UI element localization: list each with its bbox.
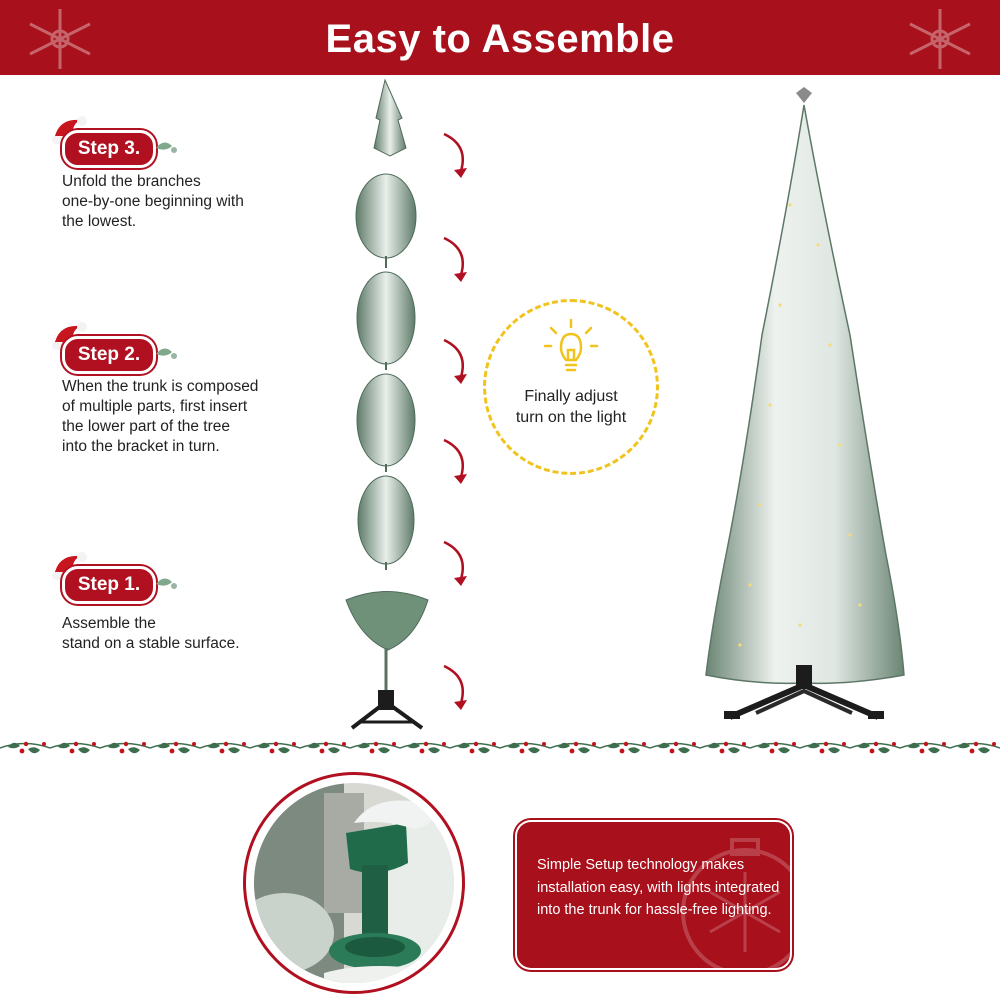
- light-note-text: [483, 386, 659, 428]
- step-3-text: Unfold the branches one-by-one beginning with the lowest.: [62, 173, 244, 230]
- step-1-label: Step 1.: [62, 566, 156, 604]
- holly-sprig-icon: [154, 342, 180, 362]
- curved-arrow-icon: [440, 660, 474, 716]
- light-note-line-1: Finally adjust: [524, 388, 618, 405]
- trunk-connection-photo: [243, 772, 465, 994]
- curved-arrow-icon: [440, 232, 474, 288]
- holly-sprig-icon: [154, 572, 180, 592]
- curved-arrow-icon: [440, 434, 474, 490]
- tree-bottom-section: [346, 592, 428, 691]
- setup-info-card: [517, 822, 790, 968]
- holly-garland-divider: [0, 735, 1000, 761]
- tree-section-2: [358, 476, 414, 570]
- page-title: Easy to Assemble: [325, 17, 675, 61]
- title-banner: [0, 0, 1000, 75]
- light-bulb-icon: [541, 318, 601, 380]
- holly-sprig-icon: [154, 136, 180, 156]
- tree-stand: [352, 690, 422, 728]
- curved-arrow-icon: [440, 128, 474, 184]
- setup-info-text: Simple Setup technology makes installation easy, with lights integrated into the trunk for hassle-free lighting.: [537, 857, 780, 918]
- step-3-label: Step 3.: [62, 130, 156, 168]
- tree-section-4: [357, 272, 415, 370]
- tree-section-3: [357, 374, 415, 472]
- step-1-text: Assemble the stand on a stable surface.: [62, 615, 240, 652]
- step-2-text: When the trunk is composed of multiple parts, first insert the lower part of the tree into the bracket in turn.: [62, 378, 259, 455]
- tree-section-5: [356, 174, 416, 268]
- curved-arrow-icon: [440, 536, 474, 592]
- trunk-socket-illustration: [254, 783, 454, 983]
- curved-arrow-icon: [440, 334, 474, 390]
- assembled-tree-image: [700, 85, 910, 725]
- light-note-line-2: turn on the light: [515, 409, 627, 426]
- tree-sections-illustration: [340, 78, 440, 738]
- tree-top-section: [374, 80, 406, 156]
- step-2-label: Step 2.: [62, 336, 156, 374]
